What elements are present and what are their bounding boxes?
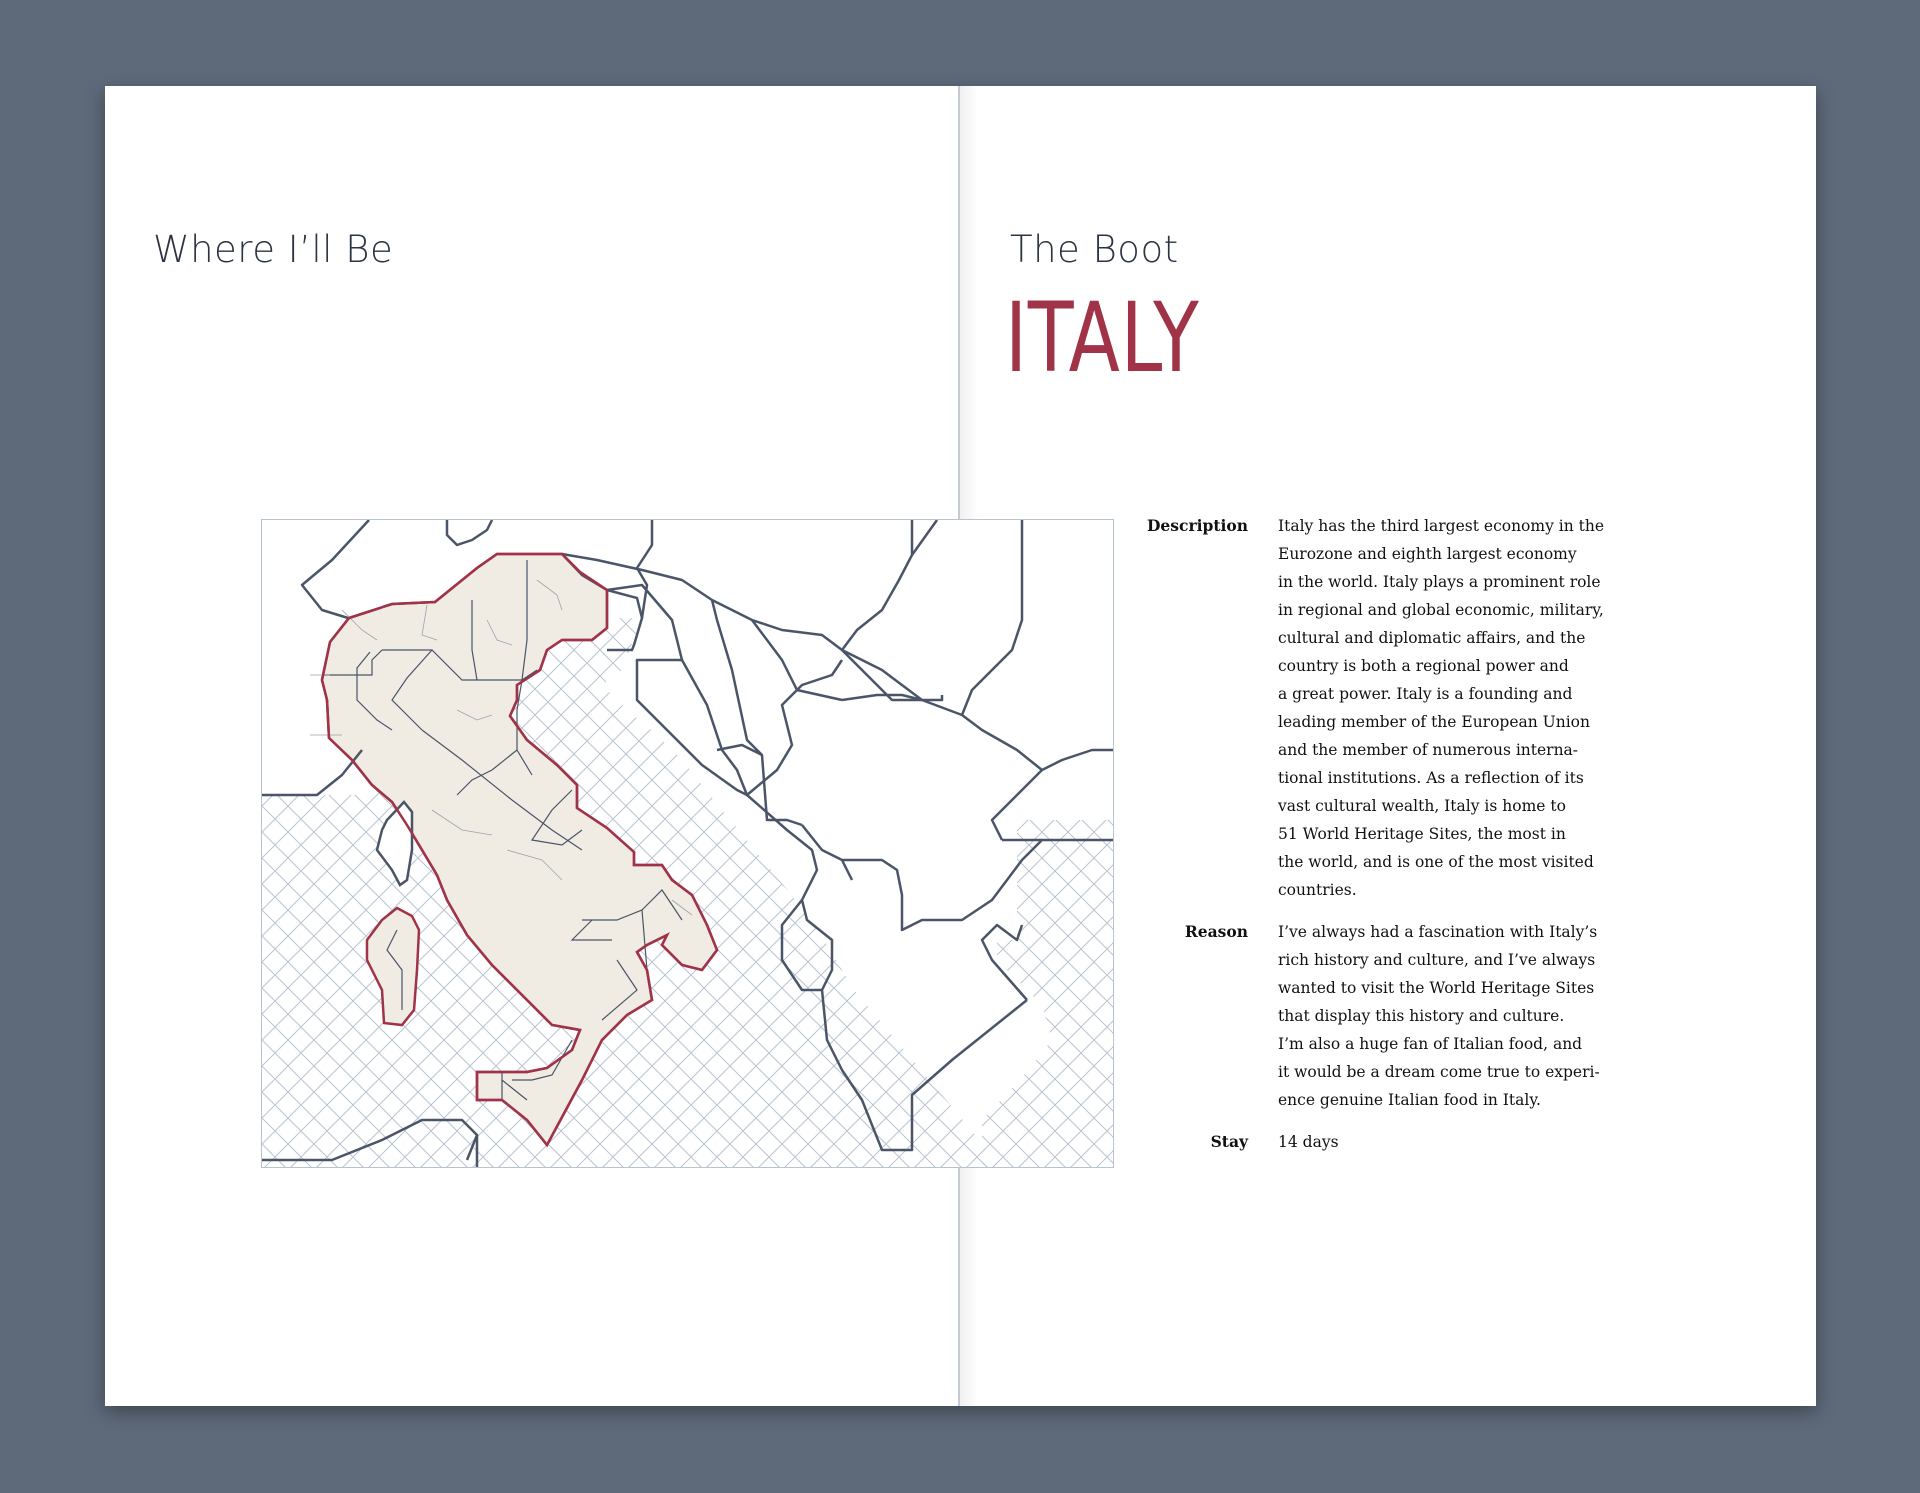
text-line: cultural and diplomatic affairs, and the <box>1278 629 1586 647</box>
text-line: I’m also a huge fan of Italian food, and <box>1278 1035 1583 1053</box>
text-line: countries. <box>1278 881 1357 899</box>
text-line: it would be a dream come true to experi- <box>1278 1063 1600 1081</box>
detail-label: Description <box>1146 516 1248 535</box>
text-line: leading member of the European Union <box>1278 713 1590 731</box>
detail-text <box>1278 1128 1638 1156</box>
detail-label: Stay <box>1210 1132 1248 1151</box>
text-line: Italy has the third largest economy in the <box>1278 517 1605 535</box>
detail-text <box>1278 512 1638 904</box>
italy-map <box>261 519 1114 1168</box>
text-line: 14 days <box>1278 1133 1339 1151</box>
text-line: I’ve always had a fascination with Italy’s <box>1278 923 1598 941</box>
text-line: the world, and is one of the most visited <box>1278 853 1594 871</box>
text-line: and the member of numerous interna- <box>1278 741 1579 759</box>
detail-row-reason <box>1105 918 1665 1114</box>
text-line: in regional and global economic, military, <box>1278 601 1604 619</box>
text-line: country is both a regional power and <box>1278 657 1569 675</box>
text-line: a great power. Italy is a founding and <box>1278 685 1573 703</box>
left-page-title: Where I’ll Be <box>153 228 394 271</box>
right-page-kicker: The Boot <box>1010 228 1179 271</box>
detail-text <box>1278 918 1638 1114</box>
sea-area-east <box>982 820 1114 1168</box>
text-line: 51 World Heritage Sites, the most in <box>1278 825 1566 843</box>
map-svg <box>262 520 1114 1168</box>
text-line: Eurozone and eighth largest economy <box>1278 545 1577 563</box>
text-line: rich history and culture, and I’ve always <box>1278 951 1596 969</box>
country-details <box>1105 512 1665 1170</box>
text-line: ence genuine Italian food in Italy. <box>1278 1091 1541 1109</box>
text-line: tional institutions. As a reflection of its <box>1278 769 1584 787</box>
country-title: ITALY <box>1005 282 1200 394</box>
detail-row-description <box>1105 512 1665 904</box>
text-line: wanted to visit the World Heritage Sites <box>1278 979 1595 997</box>
detail-label: Reason <box>1184 922 1248 941</box>
text-line: that display this history and culture. <box>1278 1007 1565 1025</box>
detail-row-stay <box>1105 1128 1665 1156</box>
text-line: vast cultural wealth, Italy is home to <box>1278 797 1566 815</box>
text-line: in the world. Italy plays a prominent role <box>1278 573 1601 591</box>
